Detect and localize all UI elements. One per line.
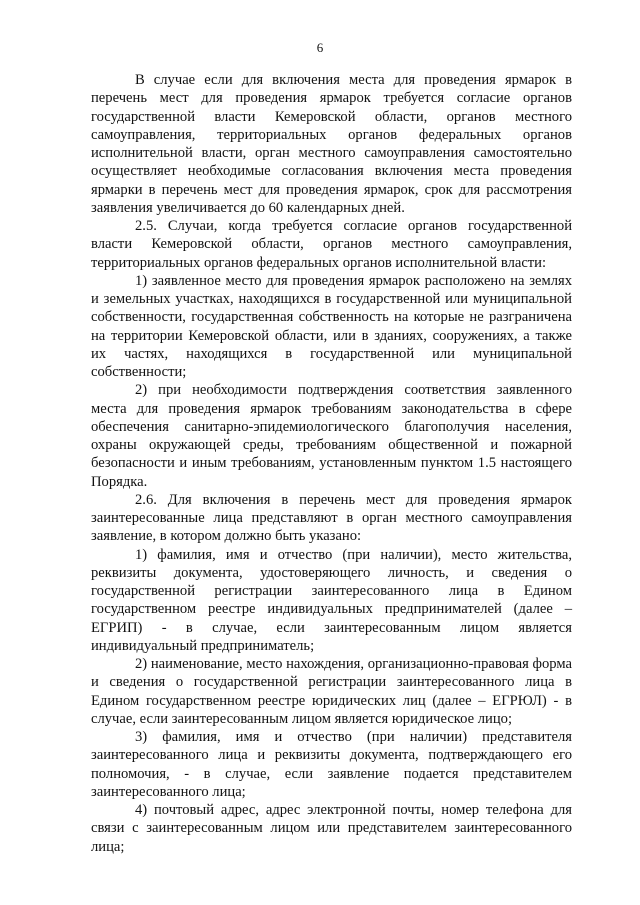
paragraph-2-6: 2.6. Для включения в перечень мест для проведения ярмарок заинтересованные лица представляют в орган местного самоуправления заявление, в котором должно быть указано: (91, 491, 572, 545)
page-number: 6 (316, 40, 324, 55)
paragraph-2-5-item-1: 1) заявленное место для проведения ярмарок расположено на землях и земельных участках, находящихся в государственной или муниципальной собственности, государственная собственность на которые не разграничена на территории Кемеровской области, или в зданиях, сооружениях, а также их частях, находящихся в государственной или муниципальной собственности; (91, 272, 572, 380)
paragraph-2-6-item-2: 2) наименование, место нахождения, организационно-правовая форма и сведения о государственной регистрации заинтересованного лица в Едином государственном реестре юридических лиц (далее – ЕГРЮЛ) - в случае, если заинтересованным лицом является юридическое лицо; (91, 656, 572, 727)
paragraph-2-6-item-4: 4) почтовый адрес, адрес электронной почты, номер телефона для связи с заинтересованным лицом или представителем заинтересованного лица; (91, 802, 572, 855)
paragraph-2-5-item-2: 2) при необходимости подтверждения соответствия заявленного места для проведения ярмарок требованиям законодательства в сфере обеспечения санитарно-эпидемиологического благополучия населения, охраны окружающей среды, требованиям общественной и пожарной безопасности и иным требованиям, установленным пунктом 1.5 настоящего Порядка. (91, 382, 572, 490)
document-body (91, 71, 572, 856)
paragraph-2-6-item-3: 3) фамилия, имя и отчество (при наличии) представителя заинтересованного лица и реквизиты документа, подтверждающего его полномочия, - в случае, если заявление подается представителем заинтересованного лица; (91, 729, 572, 800)
paragraph-2-5: 2.5. Случаи, когда требуется согласие органов государственной власти Кемеровской области, органов местного самоуправления, территориальных органов федеральных органов исполнительной власти: (91, 218, 572, 271)
paragraph-2-6-item-1: 1) фамилия, имя и отчество (при наличии), место жительства, реквизиты документа, удостоверяющего личность, и сведения о государственной регистрации заинтересованного лица в Едином государственном реестре индивидуальных предпринимателей (далее – ЕГРИП) - в случае, если заинтересованным лицом является индивидуальный предприниматель; (91, 546, 572, 654)
paragraph-intro: В случае если для включения места для проведения ярмарок в перечень мест для проведения ярмарок требуется согласие органов государственной власти Кемеровской области, органов местного самоуправления, территориальных органов федеральных органов исполнительной власти, орган местного самоуправления самостоятельно осуществляет необходимые согласования включения места проведения ярмарки в перечень мест для проведения ярмарок, срок для рассмотрения заявления увеличивается до 60 календарных дней. (91, 72, 572, 216)
